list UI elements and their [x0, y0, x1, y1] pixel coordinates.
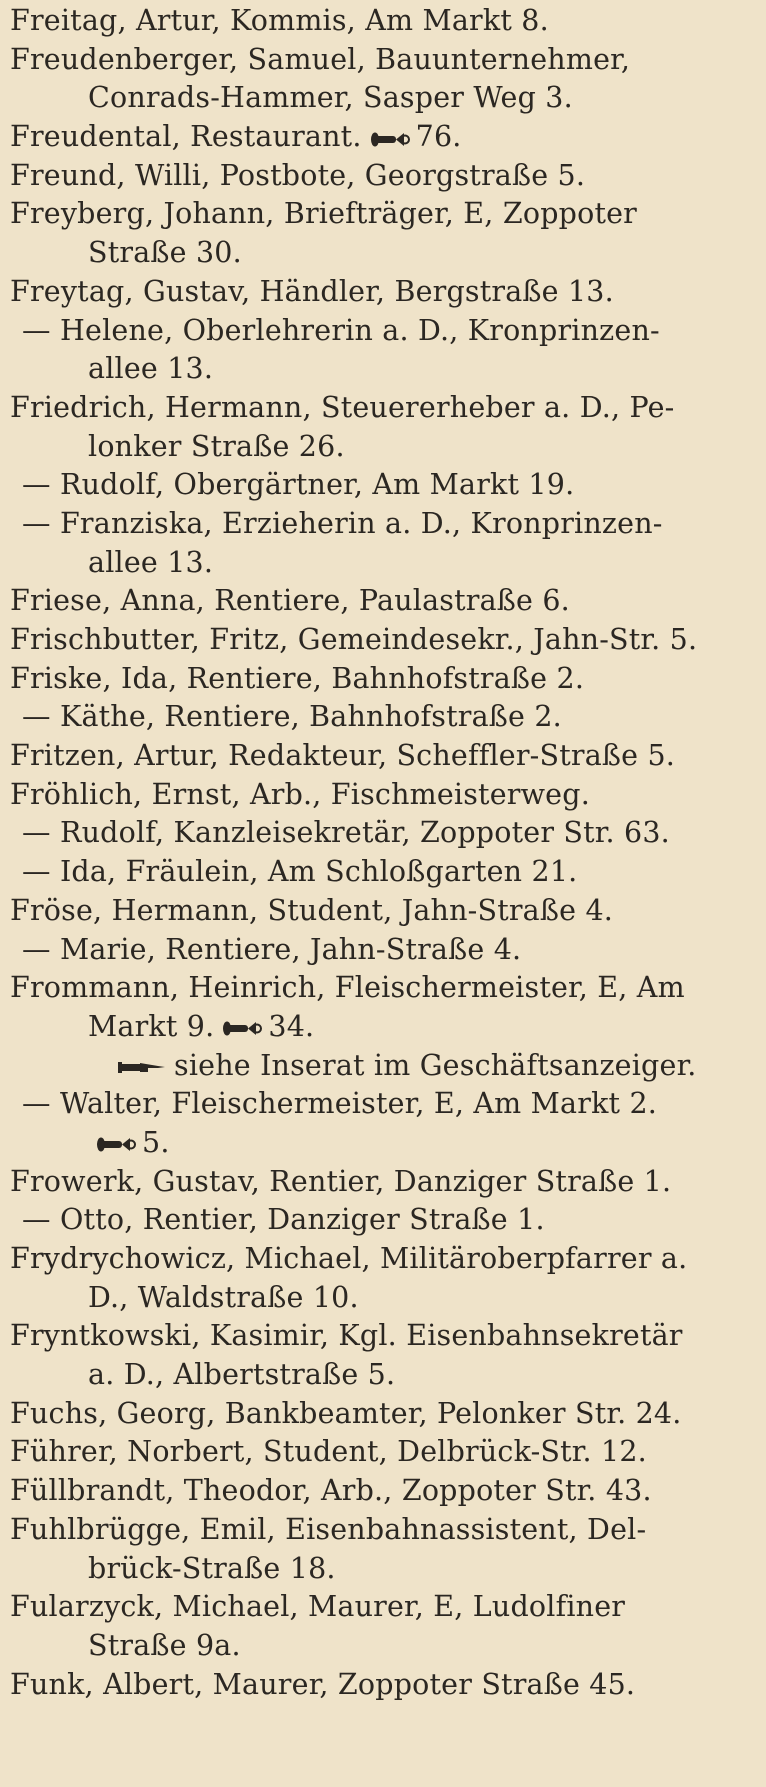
entry-text: allee 13.: [88, 545, 214, 579]
entry-text: 34.: [268, 1009, 315, 1043]
directory-entry-line: [10, 544, 758, 583]
entry-text: — Franziska, Erzieherin a. D., Kronprinzen-: [22, 506, 663, 540]
entry-text: Freudenberger, Samuel, Bauunternehmer,: [10, 42, 631, 76]
entry-text: Straße 30.: [88, 236, 242, 270]
entry-text: Fritzen, Artur, Redakteur, Scheffler-Straße 5.: [10, 739, 676, 773]
directory-entry-line: [10, 273, 758, 312]
entry-text: Funk, Albert, Maurer, Zoppoter Straße 45.: [10, 1667, 636, 1701]
entry-text: Fuhlbrügge, Emil, Eisenbahnassistent, Del-: [10, 1512, 647, 1546]
directory-entry-line: [10, 1124, 758, 1163]
directory-entry-line: [10, 737, 758, 776]
directory-entry-line: [10, 195, 758, 234]
entry-text: Frydrychowicz, Michael, Militäroberpfarrer a.: [10, 1242, 688, 1275]
entry-text: D., Waldstraße 10.: [88, 1280, 359, 1314]
entry-text: siehe Inserat im Geschäftsanzeiger.: [174, 1048, 697, 1082]
entry-text: 76.: [415, 120, 462, 154]
directory-entry-line: [10, 505, 758, 544]
directory-entry-line: [10, 118, 758, 157]
entry-text: Freund, Willi, Postbote, Georgstraße 5.: [10, 158, 586, 192]
entry-text: Straße 9a.: [88, 1628, 241, 1662]
entry-text: Führer, Norbert, Student, Delbrück-Str. 12.: [10, 1435, 647, 1469]
directory-entry-line: [10, 814, 758, 853]
directory-entry-line: [10, 621, 758, 660]
entry-text: Fröhlich, Ernst, Arb., Fischmeisterweg.: [10, 777, 590, 811]
telephone-icon: [222, 1017, 262, 1039]
directory-entry-line: [10, 466, 758, 505]
directory-entry-line: [10, 428, 758, 467]
entry-text: — Rudolf, Kanzleisekretär, Zoppoter Str. 63.: [22, 816, 670, 850]
directory-entry-line: [10, 312, 758, 351]
telephone-icon: [96, 1133, 136, 1155]
directory-entry-line: [10, 79, 758, 118]
directory-entry-line: [10, 1085, 758, 1124]
directory-entry-line: [10, 1433, 758, 1472]
directory-entry-line: [10, 157, 758, 196]
entry-text: Friese, Anna, Rentiere, Paulastraße 6.: [10, 584, 570, 618]
directory-entry-line: [10, 350, 758, 389]
directory-entry-line: [10, 1240, 758, 1279]
entry-text: a. D., Albertstraße 5.: [88, 1358, 396, 1392]
directory-entry-line: [10, 1472, 758, 1511]
entry-text: — Marie, Rentiere, Jahn-Straße 4.: [22, 932, 522, 966]
entry-text: — Otto, Rentier, Danziger Straße 1.: [22, 1203, 545, 1237]
entry-text: — Walter, Fleischermeister, E, Am Markt 2.: [22, 1087, 658, 1121]
entry-text: Fröse, Hermann, Student, Jahn-Straße 4.: [10, 893, 614, 927]
entry-text: Freyberg, Johann, Briefträger, E, Zoppoter: [10, 197, 637, 231]
entry-text: Freudental, Restaurant.: [10, 120, 362, 154]
entry-text: Fularzyck, Michael, Maurer, E, Ludolfiner: [10, 1590, 626, 1624]
directory-entry-line: [10, 1511, 758, 1550]
directory-entry-line: [10, 1047, 758, 1086]
directory-entry-line: [10, 660, 758, 699]
directory-entry-line: [10, 892, 758, 931]
entry-text: — Käthe, Rentiere, Bahnhofstraße 2.: [22, 700, 562, 734]
directory-entry-line: [10, 931, 758, 970]
entry-text: Füllbrandt, Theodor, Arb., Zoppoter Str. 43.: [10, 1474, 652, 1508]
directory-entry-line: [10, 1163, 758, 1202]
directory-entry-line: [10, 1627, 758, 1666]
entry-text: — Rudolf, Obergärtner, Am Markt 19.: [22, 468, 575, 502]
directory-entry-line: [10, 1279, 758, 1318]
directory-entry-line: [10, 1550, 758, 1589]
directory-entry-line: [10, 2, 758, 41]
directory-entry-line: [10, 41, 758, 80]
entry-text: allee 13.: [88, 352, 214, 386]
telephone-icon: [370, 128, 410, 150]
directory-entry-line: [10, 234, 758, 273]
directory-entry-line: [10, 1395, 758, 1434]
entry-text: Frowerk, Gustav, Rentier, Danziger Straße 1.: [10, 1164, 672, 1198]
entry-text: Friske, Ida, Rentiere, Bahnhofstraße 2.: [10, 661, 585, 695]
entry-text: lonker Straße 26.: [88, 429, 345, 463]
directory-entry-line: [10, 853, 758, 892]
entry-text: Friedrich, Hermann, Steuererheber a. D., Pe-: [10, 390, 675, 424]
directory-entry-line: [10, 969, 758, 1008]
entry-text: Freitag, Artur, Kommis, Am Markt 8.: [10, 4, 549, 37]
directory-entry-line: [10, 582, 758, 621]
directory-entry-line: [10, 1201, 758, 1240]
entry-text: Freytag, Gustav, Händler, Bergstraße 13.: [10, 274, 614, 308]
entry-text: Frommann, Heinrich, Fleischermeister, E, Am: [10, 971, 685, 1005]
entry-text: brück-Straße 18.: [88, 1551, 336, 1585]
entry-text: Fuchs, Georg, Bankbeamter, Pelonker Str. 24.: [10, 1396, 682, 1430]
directory-entry-line: [10, 1008, 758, 1047]
directory-entry-line: [10, 389, 758, 428]
entry-text: — Ida, Fräulein, Am Schloßgarten 21.: [22, 855, 578, 889]
directory-entry-line: [10, 776, 758, 815]
directory-entry-line: [10, 1317, 758, 1356]
entry-text: — Helene, Oberlehrerin a. D., Kronprinzen-: [22, 313, 660, 347]
directory-entry-line: [10, 1666, 758, 1705]
directory-entry-line: [10, 1356, 758, 1395]
directory-entry-line: [10, 1588, 758, 1627]
pointing-hand-icon: [118, 1057, 168, 1077]
directory-entry-line: [10, 698, 758, 737]
entry-text: Frischbutter, Fritz, Gemeindesekr., Jahn-Str. 5.: [10, 623, 698, 656]
entry-text: 5.: [142, 1125, 170, 1159]
entry-text: Fryntkowski, Kasimir, Kgl. Eisenbahnsekretär: [10, 1319, 683, 1353]
entry-text: Conrads-Hammer, Sasper Weg 3.: [88, 81, 573, 115]
entry-text: Markt 9.: [88, 1009, 215, 1043]
